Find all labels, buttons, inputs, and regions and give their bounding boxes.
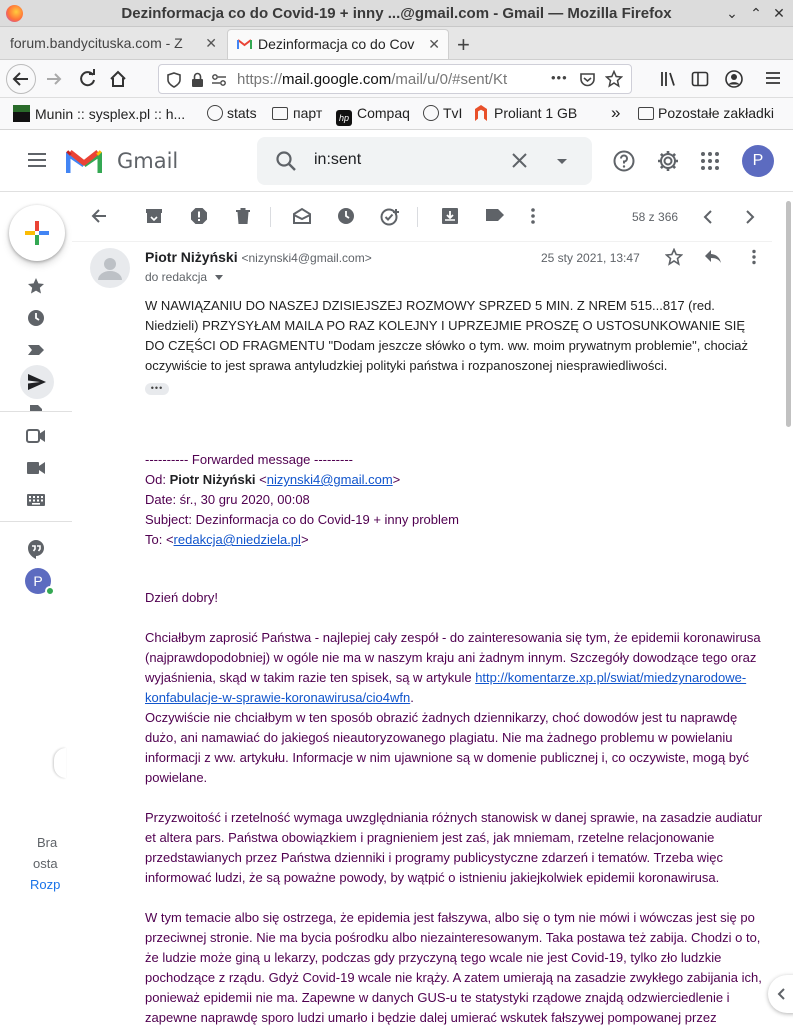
- move-to-icon[interactable]: [441, 207, 461, 227]
- magento-icon: [475, 105, 487, 121]
- important-icon[interactable]: [26, 340, 48, 362]
- starred-icon[interactable]: [26, 276, 48, 298]
- message-body: [145, 296, 765, 1026]
- globe-icon: [207, 105, 223, 121]
- forward-icon[interactable]: [44, 69, 64, 89]
- forwarded-from: Od: Piotr Niżyński <nizynski4@gmail.com>: [145, 472, 401, 487]
- older-icon[interactable]: [745, 210, 765, 230]
- search-box[interactable]: [257, 137, 592, 185]
- bookmark-tvi[interactable]: TvI: [423, 105, 462, 121]
- gmail-logo-icon[interactable]: [66, 148, 102, 175]
- url-text[interactable]: https://mail.google.com/mail/u/0/#sent/Kt: [237, 71, 508, 88]
- chat-user-avatar[interactable]: P: [25, 568, 51, 594]
- bookmark-star-icon[interactable]: [605, 70, 623, 88]
- send-icon: [27, 373, 47, 391]
- page-actions-icon[interactable]: •••: [551, 70, 568, 85]
- keyboard-icon[interactable]: [26, 492, 48, 514]
- add-task-icon[interactable]: [380, 207, 400, 227]
- new-tab-icon[interactable]: +: [457, 32, 470, 57]
- tab-label: forum.bandycituska.com - Z: [10, 35, 183, 51]
- gmail-header: [0, 130, 793, 192]
- reply-icon[interactable]: [704, 249, 722, 265]
- message-date: 25 sty 2021, 13:47: [541, 251, 640, 265]
- bookmark-proliant[interactable]: Proliant 1 GB: [475, 105, 577, 121]
- sender-line: [145, 249, 372, 265]
- gmail-favicon-icon: [237, 38, 252, 50]
- newer-icon[interactable]: [703, 210, 723, 230]
- toolbar-divider: [417, 207, 418, 227]
- pocket-icon[interactable]: [579, 71, 596, 88]
- bookmark-part[interactable]: парт: [272, 105, 322, 121]
- bookmark-stats[interactable]: stats: [207, 105, 257, 121]
- folder-icon: [272, 107, 288, 120]
- show-trimmed-button[interactable]: •••: [145, 383, 169, 395]
- forwarded-to-email[interactable]: redakcja@niedziela.pl: [173, 532, 301, 547]
- navigation-bar: [0, 60, 793, 98]
- permissions-icon[interactable]: [211, 72, 227, 88]
- forwarded-from-email[interactable]: nizynski4@gmail.com: [266, 472, 393, 487]
- search-input[interactable]: in:sent: [314, 151, 362, 168]
- star-icon[interactable]: [665, 248, 683, 266]
- rail-footer: [30, 832, 61, 895]
- report-spam-icon[interactable]: [190, 207, 210, 227]
- lock-icon[interactable]: [191, 72, 204, 88]
- back-to-list-icon[interactable]: [90, 207, 110, 227]
- message-more-icon[interactable]: [751, 249, 757, 265]
- tab-bar: [0, 27, 793, 60]
- paragraph-2: Oczywiście nie chciałbym w ten sposób obrazić żadnych dziennikarzy, choć dowodów jest tu naprawdę dużo, ani namawiać do jakiegoś nieautoryzowanego plagiatu. Nie ma żadnego problemu w powielaniu informacji z ww. artykułu. Informacje w nim ujawnione są w domenie publicznej i, co oczywiste, mogą być powielane.: [145, 710, 750, 785]
- label-icon[interactable]: [485, 207, 505, 227]
- online-status-dot: [45, 586, 55, 596]
- new-meeting-icon[interactable]: [26, 460, 48, 482]
- back-button[interactable]: [6, 64, 36, 94]
- chevron-left-icon: [777, 988, 786, 1000]
- greeting: Dzień dobry!: [145, 590, 218, 605]
- hangouts-icon[interactable]: [26, 539, 48, 561]
- toolbar-divider: [270, 207, 271, 227]
- munin-icon: [13, 105, 30, 122]
- url-bar[interactable]: [158, 64, 632, 94]
- rail-divider: [0, 521, 72, 522]
- home-icon[interactable]: [108, 69, 128, 89]
- clear-search-icon[interactable]: [511, 152, 528, 169]
- tab-label: Dezinformacja co do Cov: [258, 36, 415, 52]
- sidebar-icon[interactable]: [691, 70, 709, 88]
- body-intro: W NAWIĄZANIU DO NASZEJ DZISIEJSZEJ ROZMOWY SPRZED 5 MIN. Z NREM 515...817 (red. Niedzieli) PRZYSYŁAM MAILA PO RAZ KOLEJNY I UPRZEJMIE PROSZĘ O USTOSUNKOWANIE SIĘ DO CZĘŚCI OD FRAGMENTU "Dodam jeszcze słówko o tym. ww. moim prywatnym problemie", chociaż oczywiście to jest sprawa antyludzkiej polityki państwa i rozpanoszonej niesprawiedliwości.: [145, 298, 749, 373]
- sender-avatar: [90, 248, 130, 288]
- bookmark-compaq[interactable]: hp Compaq: [336, 105, 410, 126]
- bookmarks-overflow-button[interactable]: »: [611, 103, 621, 122]
- message-toolbar: [72, 192, 772, 242]
- recipient-line[interactable]: do redakcja: [145, 270, 223, 284]
- tab-close-icon[interactable]: ✕: [205, 35, 217, 51]
- forwarded-date: Date: śr., 30 gru 2020, 00:08: [145, 492, 310, 507]
- help-icon[interactable]: [613, 150, 635, 172]
- settings-gear-icon[interactable]: [656, 149, 680, 173]
- minimize-button[interactable]: ⌄: [726, 5, 738, 21]
- hp-icon: hp: [336, 110, 352, 126]
- account-icon[interactable]: [724, 69, 744, 89]
- details-dropdown-icon[interactable]: [215, 275, 223, 280]
- forwarded-block: [145, 450, 765, 1026]
- search-options-icon[interactable]: [556, 158, 568, 165]
- bookmark-munin[interactable]: Munin :: sysplex.pl :: h...: [13, 105, 185, 122]
- window-title: Dezinformacja co do Covid-19 + inny ...@gmail.com - Gmail — Mozilla Firefox: [121, 5, 672, 22]
- globe-icon: [423, 105, 439, 121]
- gmail-brand[interactable]: Gmail: [117, 149, 179, 173]
- rail-divider: [0, 411, 72, 412]
- bookmarks-toolbar: [0, 98, 793, 130]
- sender-email: <nizynski4@gmail.com>: [241, 251, 372, 265]
- apps-grid-icon[interactable]: [701, 152, 719, 170]
- folder-icon: [638, 107, 654, 120]
- forwarded-to: To: <redakcja@niedziela.pl>: [145, 532, 309, 547]
- menu-icon[interactable]: [765, 70, 781, 86]
- window-close-button[interactable]: ✕: [773, 5, 785, 21]
- compose-plus-icon: [25, 221, 49, 245]
- account-avatar[interactable]: P: [742, 145, 774, 177]
- tab-gmail[interactable]: [227, 29, 449, 59]
- side-panel-edge: [54, 748, 66, 778]
- article-link[interactable]: http://komentarze.xp.pl/swiat/miedzynarodowe-konfabulacje-w-sprawie-koronawirusa/cio4wfn: [145, 670, 747, 705]
- rail-footer-line: osta: [33, 856, 58, 871]
- window-titlebar: [0, 0, 793, 27]
- shield-icon[interactable]: [167, 72, 181, 88]
- default-avatar-icon: [90, 248, 130, 288]
- more-options-icon[interactable]: [530, 207, 550, 227]
- restore-button[interactable]: ⌃: [750, 5, 762, 21]
- sender-name[interactable]: Piotr Niżyński: [145, 249, 238, 265]
- meet-video-icon[interactable]: [26, 428, 48, 450]
- left-rail: [0, 192, 72, 1026]
- archive-icon[interactable]: [145, 207, 165, 227]
- paragraph-3: Przyzwoitość i rzetelność wymaga uwzględniania różnych stanowisk w danej sprawie, na zasadzie audiatur et altera pars. Państwa obowiązkiem i pragnieniem jest zaś, jak mniemam, rzetelne relacjonowanie przedstawianych przez Państwa dzienniki i programy publicystyczne zdarzeń i tematów. Trzeba więc informować ludzi, że są poważne powody, by wątpić o istnieniu jakiejkolwiek epidemii koronawirusa.: [145, 810, 763, 885]
- library-icon[interactable]: [660, 70, 678, 88]
- paragraph-1: Chciałbym zaprosić Państwa - najlepiej cały zespół - do zainteresowania się tym, że epidemii koronawirusa (najprawdopodobniej) w ogóle nie ma w naszym kraju ani żadnym innym. Szczegóły dowodzące tego oraz wyjaśnienia, skąd w takim razie ten spisek, są w artykule http://komentarze.xp.pl/swiat/miedzynarodowe-konfabulacje-w-sprawie-koronawirusa/cio4wfn.: [145, 630, 761, 705]
- sent-button[interactable]: [20, 365, 54, 399]
- rail-footer-line: Bra: [37, 835, 58, 850]
- compose-button[interactable]: [9, 205, 65, 261]
- delete-icon[interactable]: [234, 207, 254, 227]
- main-menu-icon[interactable]: [27, 152, 47, 168]
- tab-close-icon[interactable]: ✕: [428, 36, 440, 52]
- scrollbar-thumb[interactable]: [786, 201, 791, 427]
- forwarded-header: ---------- Forwarded message ---------: [145, 452, 353, 467]
- mark-unread-icon[interactable]: [292, 207, 312, 227]
- pagination-count: 58 z 366: [632, 210, 679, 224]
- tab-forum[interactable]: [0, 29, 225, 59]
- paragraph-4: W tym temacie albo się ostrzega, że epidemia jest fałszywa, albo się o tym nie mówi i wówczas jest się po przeciwnej stronie. Nie ma bycia pośrodku albo niezainteresowanym. Taka postawa też zabija. Chodzi o to, że ludzie może giną u lekarzy, podczas gdy przyczyną tego wcale nie jest Covid-19, tylko zło ludzkie pochodzące z rządu. Gdyż Covid-19 wcale nie krąży. A zatem umierają na zasadzie zwykłego zabijania ich, ponieważ epidemii nie ma. Zapewne w danych GUS-u te statystyki rządowe znajdą odzwierciedlenie i zapewne naprawdę sporo ludzi umarło i będzie dalej umierać wskutek fałszywej pompowanej przez: [145, 910, 762, 1025]
- rail-footer-link[interactable]: Rozp: [30, 877, 61, 892]
- snoozed-icon[interactable]: [26, 308, 48, 330]
- bookmark-other[interactable]: Pozostałe zakładki: [638, 105, 774, 121]
- search-icon[interactable]: [275, 150, 297, 172]
- snooze-icon[interactable]: [337, 207, 357, 227]
- forwarded-subject: Subject: Dezinformacja co do Covid-19 + inny problem: [145, 512, 459, 527]
- reload-icon[interactable]: [78, 69, 98, 89]
